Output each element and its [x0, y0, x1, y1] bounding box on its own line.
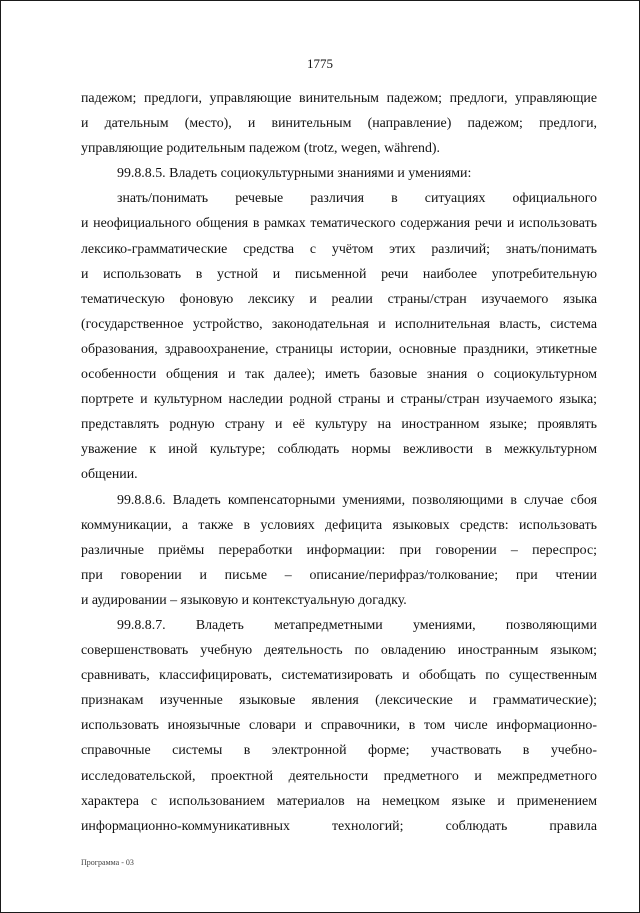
- page-number: 1775: [307, 56, 333, 71]
- text-line: использовать иноязычные словари и справочники, в том числе информационно-: [81, 718, 597, 734]
- text-line: портрете и культурном наследии родной страны и страны/стран изучаемого языка;: [81, 392, 597, 408]
- text-line: справочные системы в электронной форме; участвовать в учебно-: [81, 743, 597, 759]
- text-line: исследовательской, проектной деятельности предметного и межпредметного: [81, 768, 597, 784]
- text-line: знать/понимать речевые различия в ситуациях официального: [117, 191, 597, 207]
- text-line: и неофициального общения в рамках тематического содержания речи и использовать: [81, 216, 597, 232]
- text-line: тематическую фоновую лексику и реалии страны/стран изучаемого языка: [81, 291, 597, 307]
- text-line: коммуникации, а также в условиях дефицита языковых средств: использовать: [81, 517, 597, 533]
- text-line: и использовать в устной и письменной речи наиболее употребительную: [81, 266, 597, 282]
- footer-note: Программа - 03: [81, 858, 134, 867]
- text-line: 99.8.8.6. Владеть компенсаторными умениями, позволяющими в случае сбоя: [117, 492, 597, 508]
- text-line: образования, здравоохранение, страницы истории, основные праздники, этикетные: [81, 341, 597, 357]
- text-line: и аудировании – языковую и контекстуальную догадку.: [81, 592, 407, 608]
- text-line: различные приёмы переработки информации: при говорении – переспрос;: [81, 542, 597, 558]
- text-line: падежом; предлоги, управляющие винительным падежом; предлоги, управляющие: [81, 91, 597, 106]
- text-line: сравнивать, классифицировать, систематизировать и обобщать по существенным: [81, 668, 597, 684]
- text-line: (государственное устройство, законодательная и исполнительная власть, система: [81, 316, 597, 332]
- text-line: 99.8.8.5. Владеть социокультурными знаниями и умениями:: [117, 166, 472, 182]
- text-line: управляющие родительным падежом (trotz, wegen, während).: [81, 141, 441, 157]
- text-line: лексико-грамматические средства с учётом этих различий; знать/понимать: [81, 241, 597, 257]
- text-line: особенности общения и так далее); иметь базовые знания о социокультурном: [81, 367, 597, 383]
- text-line: 99.8.8.7. Владеть метапредметными умениями, позволяющими: [117, 617, 597, 633]
- text-line: характера с использованием материалов на немецком языке и применением: [81, 793, 597, 809]
- text-line: информационно-коммуникативных технологий; соблюдать правила: [81, 818, 597, 834]
- text-line: уважение к иной культуре; соблюдать нормы вежливости в межкультурном: [81, 442, 597, 458]
- text-line: признакам изученные языковые явления (лексические и грамматические);: [81, 693, 597, 709]
- document-body: [81, 86, 597, 839]
- text-line: представлять родную страну и её культуру на иностранном языке; проявлять: [81, 417, 597, 433]
- text-line: совершенствовать учебную деятельность по овладению иностранным языком;: [81, 643, 597, 659]
- text-line: при говорении и письме – описание/перифраз/толкование; при чтении: [81, 567, 597, 583]
- text-line: общении.: [81, 467, 138, 483]
- text-line: и дательным (место), и винительным (направление) падежом; предлоги,: [81, 116, 597, 132]
